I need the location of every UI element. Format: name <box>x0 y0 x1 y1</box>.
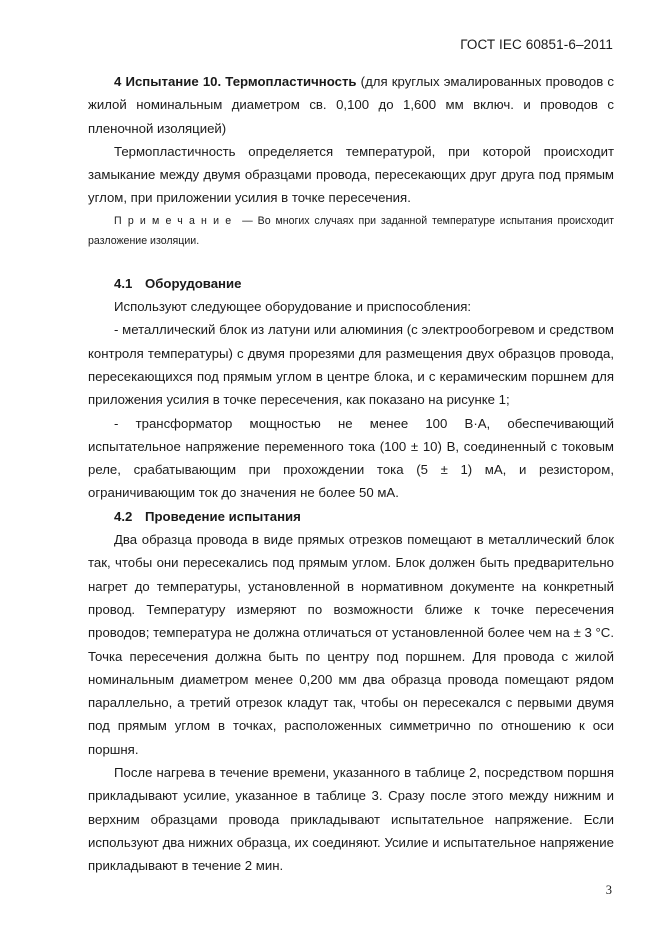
page-number: 3 <box>605 883 612 897</box>
equipment-item-block: - металлический блок из латуни или алюминия (с электрообогревом и средством контроля температуры) с двумя прорезями для размещения двух образцов провода, пересекающихся под прямым углом в центре блока, и с керамическим поршнем для приложения усилия в точке пересечения, как показано на рисунке 1; <box>88 322 614 408</box>
section-4-2-heading <box>88 505 614 528</box>
section-4-scope: (для круглых эмалированных проводов с жилой номинальным диаметром св. 0,100 до 1,600 мм включ. и проводов с пленочной изоляцией) <box>88 74 614 136</box>
section-4-2-title: Проведение испытания <box>145 508 301 524</box>
section-4-2-paragraph-1: Два образца провода в виде прямых отрезков помещают в металлический блок так, чтобы они пересекались под прямым углом. Блок должен быть предварительно нагрет до температуры, установленной в нормативном документе на конкретный провод. Температуру измеряют по возможности ближе к точке пересечения проводов; температура не должна отличаться от установленной более чем на ± 3 °С. Точка пересечения должна быть по центру под поршнем. Для провода с жилой номинальным диаметром менее 0,200 мм два образца провода помещают рядом параллельно, а третий отрезок кладут так, чтобы он пересекался с первыми двумя под прямым углом в точках, расположенных симметрично по отношению к оси поршня. <box>88 532 614 757</box>
section-4-paragraph: Термопластичность определяется температурой, при которой происходит замыкание между двумя образцами провода, пересекающих друг друга под прямым углом, при приложении усилия в точке пересечения. <box>88 143 614 206</box>
section-4-1-intro: Используют следующее оборудование и приспособления: <box>114 299 472 315</box>
document-body <box>88 70 614 878</box>
section-4-2-paragraph-2: После нагрева в течение времени, указанного в таблице 2, посредством поршня прикладывают усилие, указанное в таблице 3. Сразу после этого между нижним и верхним образцами провода прикладывают испытательное напряжение. Если используют два нижних образца, их соединяют. Усилие и испытательное напряжение прикладывают в течение 2 мин. <box>88 765 614 874</box>
section-4-heading <box>88 70 614 140</box>
section-4-title: 4 Испытание 10. Термопластичность <box>114 74 357 89</box>
section-4-1-number: 4.1 <box>114 275 133 291</box>
section-4-1-heading <box>88 272 614 295</box>
document-header: ГОСТ IEC 60851-6–2011 <box>460 37 613 52</box>
note-label: Примечание <box>114 214 238 227</box>
equipment-item-transformer: - трансформатор мощностью не менее 100 В·А, обеспечивающий испытательное напряжение переменного тока (100 ± 10) В, соединенный с токовым реле, срабатывающим при прохождении тока (5 ± 1) мА, и резистором, ограничивающим ток до значения не более 50 мА. <box>88 415 614 501</box>
section-4-1-title: Оборудование <box>145 275 242 291</box>
section-4-note <box>88 211 614 251</box>
section-4-2-number: 4.2 <box>114 508 133 524</box>
note-text: — Во многих случаях при заданной температуре испытания происходит разложение изоляции. <box>88 214 614 247</box>
